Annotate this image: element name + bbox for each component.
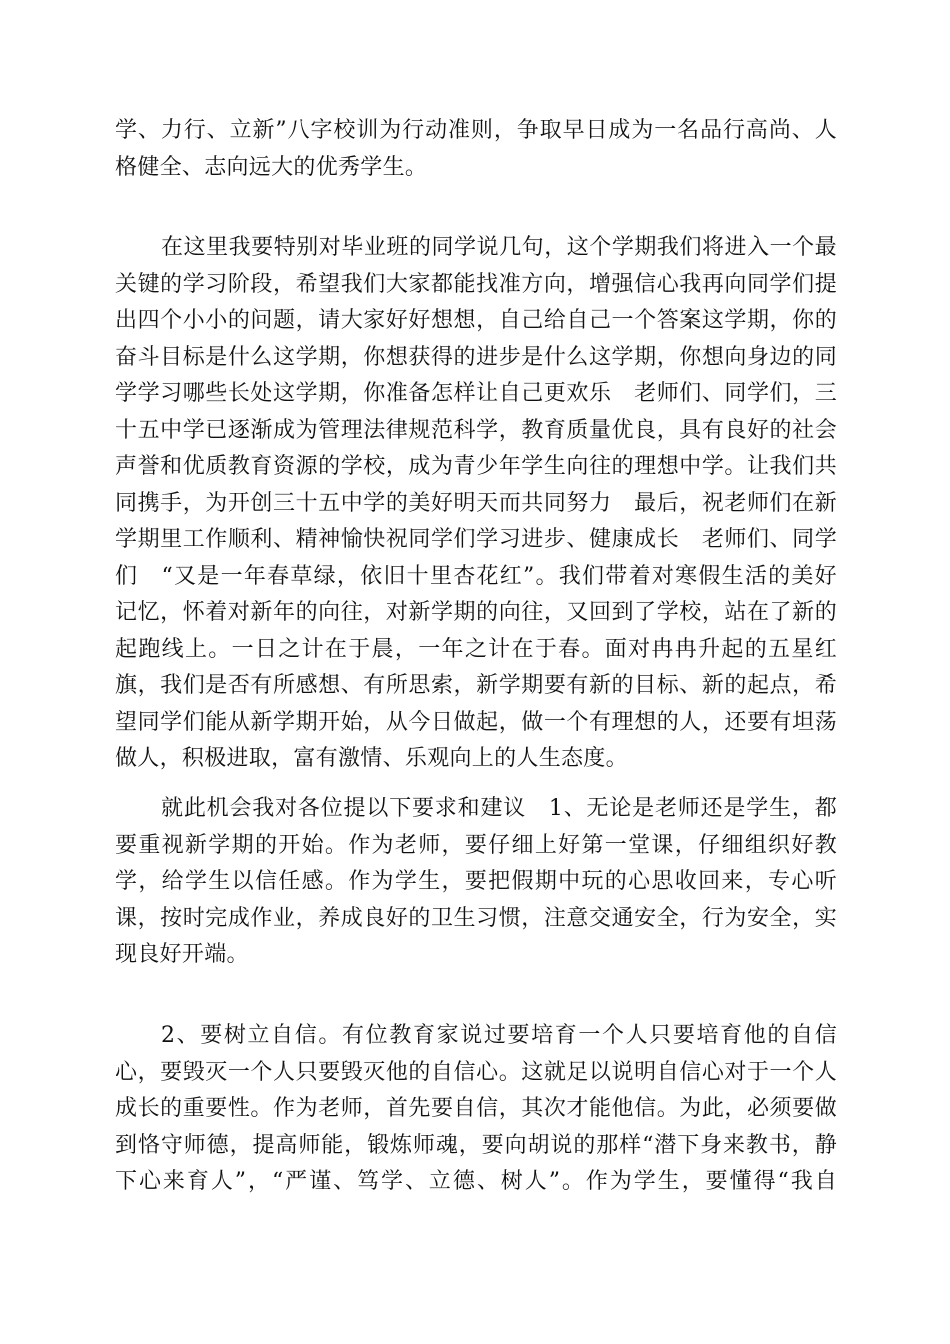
text-line: 十五中学已逐渐成为管理法律规范科学，教育质量优良，具有良好的社会 xyxy=(115,417,837,443)
paragraph-school-motto xyxy=(115,113,837,186)
text-line: 就此机会我对各位提以下要求和建议 1、无论是老师还是学生，都 xyxy=(161,796,837,821)
text-line: 望同学们能从新学期开始，从今日做起，做一个有理想的人，还要有坦荡 xyxy=(115,709,837,735)
text-line: 声誉和优质教育资源的学校，成为青少年学生向往的理想中学。让我们共 xyxy=(115,454,837,479)
text-line: 学、力行、立新”八字校训为行动准则，争取早日成为一名品行高尚、人 xyxy=(115,118,837,143)
text-line: 2、要树立自信。有位教育家说过要培育一个人只要培育他的自信 xyxy=(161,1023,837,1048)
text-line: 们 “又是一年春草绿，依旧十里杏花红”。我们带着对寒假生活的美好 xyxy=(115,563,837,589)
text-line: 学，给学生以信任感。作为学生，要把假期中玩的心思收回来，专心听 xyxy=(115,869,837,894)
text-line: 心，要毁灭一个人只要毁灭他的自信心。这就足以说明自信心对于一个人 xyxy=(115,1059,837,1085)
text-line: 学期里工作顺利、精神愉快祝同学们学习进步、健康成长 老师们、同学 xyxy=(115,527,837,552)
text-line: 要重视新学期的开始。作为老师，要仔细上好第一堂课，仔细组织好教 xyxy=(115,832,837,858)
text-line: 起跑线上。一日之计在于晨，一年之计在于春。面对冉冉升起的五星红 xyxy=(115,636,837,662)
text-line: 做人，积极进取，富有激情、乐观向上的人生态度。 xyxy=(115,746,628,771)
text-line: 现良好开端。 xyxy=(115,942,249,967)
paragraph-self-confidence xyxy=(115,1018,837,1201)
text-line: 学学习哪些长处这学期，你准备怎样让自己更欢乐 老师们、同学们，三 xyxy=(115,381,837,406)
paragraph-requirements xyxy=(115,791,837,974)
text-line: 到恪守师德，提高师能，锻炼师魂，要向胡说的那样“潜下身来教书，静 xyxy=(115,1132,837,1158)
text-line: 同携手，为开创三十五中学的美好明天而共同努力 最后，祝老师们在新 xyxy=(115,490,837,516)
paragraph-graduating-class xyxy=(115,230,837,778)
text-line: 成长的重要性。作为老师，首先要自信，其次才能他信。为此，必须要做 xyxy=(115,1096,837,1121)
text-line: 旗，我们是否有所感想、有所思索，新学期要有新的目标、新的起点，希 xyxy=(115,673,837,698)
text-line: 课，按时完成作业，养成良好的卫生习惯，注意交通安全，行为安全，实 xyxy=(115,905,837,931)
text-line: 关键的学习阶段，希望我们大家都能找准方向，增强信心我再向同学们提 xyxy=(115,271,837,297)
text-line: 奋斗目标是什么这学期，你想获得的进步是什么这学期，你想向身边的同 xyxy=(115,344,837,370)
text-line: 记忆，怀着对新年的向往，对新学期的向往，又回到了学校，站在了新的 xyxy=(115,600,837,625)
text-line: 出四个小小的问题，请大家好好想想，自己给自己一个答案这学期，你的 xyxy=(115,308,837,333)
text-line: 在这里我要特别对毕业班的同学说几句，这个学期我们将进入一个最 xyxy=(161,235,837,260)
text-line: 下心来育人”，“严谨、笃学、立德、树人”。作为学生，要懂得“我自 xyxy=(115,1169,837,1194)
text-line: 格健全、志向远大的优秀学生。 xyxy=(115,154,428,180)
